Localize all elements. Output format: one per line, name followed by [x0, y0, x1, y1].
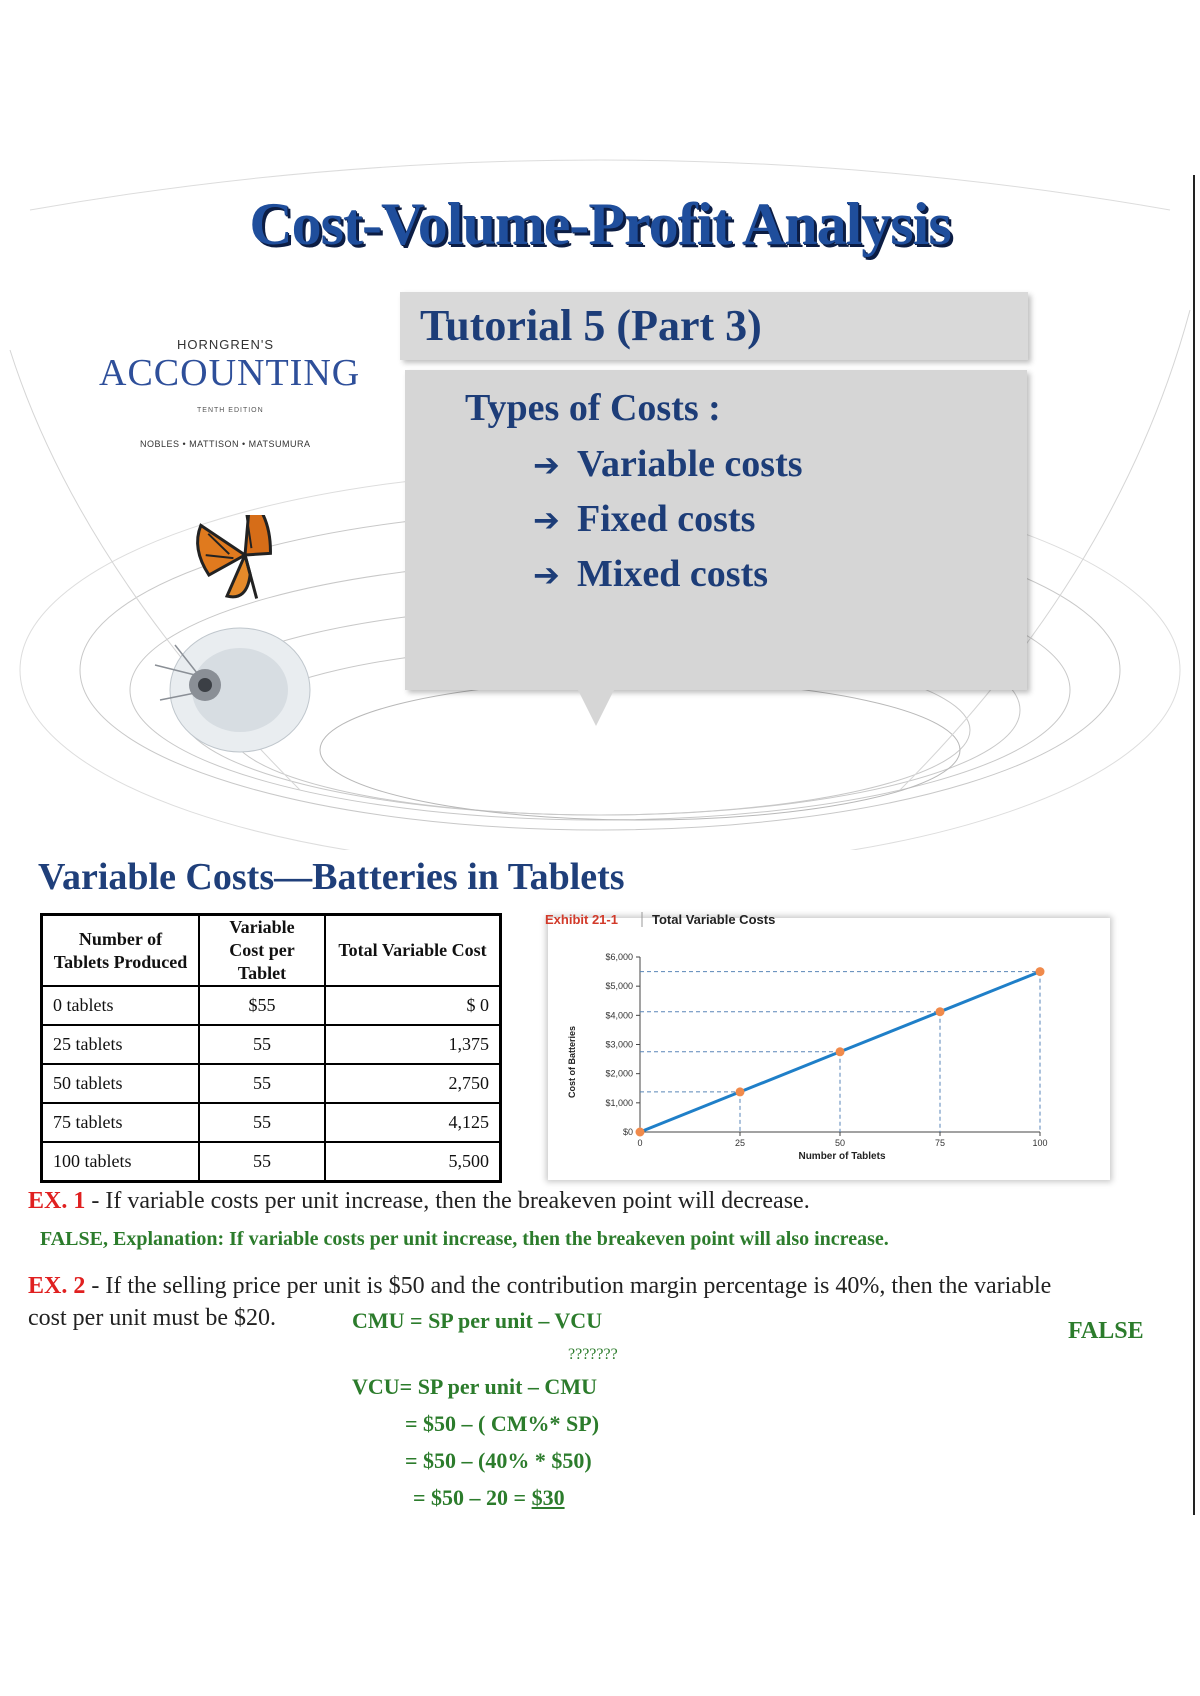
- tutorial-header: [400, 292, 1028, 360]
- cell-unit-cost: $55: [199, 986, 325, 1025]
- exhibit-label: Exhibit 21-1: [545, 912, 618, 927]
- y-tick-label: $0: [622, 1127, 633, 1137]
- page-title: Cost-Volume-Profit Analysis: [249, 191, 951, 257]
- cell-total-cost: $ 0: [325, 986, 501, 1025]
- cell-unit-cost: 55: [199, 1064, 325, 1103]
- cost-types-panel: [405, 370, 1027, 690]
- cell-total-cost: 1,375: [325, 1025, 501, 1064]
- total-variable-costs-chart: [545, 910, 1115, 1172]
- cell-tablets: 0 tablets: [42, 986, 200, 1025]
- table-row: [42, 986, 501, 1025]
- x-tick-label: 25: [734, 1138, 746, 1148]
- cost-type-label: Variable costs: [577, 443, 803, 485]
- y-tick-label: $5,000: [605, 981, 633, 992]
- question-marks: ???????: [568, 1346, 618, 1363]
- cell-tablets: 50 tablets: [42, 1064, 200, 1103]
- col-header-tablets: Number of Tablets Produced: [42, 915, 200, 987]
- cell-total-cost: 4,125: [325, 1103, 501, 1142]
- table-row: [42, 1103, 501, 1142]
- y-axis-label: Cost of Batteries: [567, 1025, 577, 1099]
- table-row: [42, 1064, 501, 1103]
- formula-vcu: VCU= SP per unit – CMU: [352, 1374, 597, 1399]
- right-border-rule: [1193, 175, 1195, 1515]
- data-point: [736, 1087, 745, 1096]
- example-2-answer: FALSE: [1068, 1318, 1144, 1344]
- variable-cost-table: [40, 913, 502, 1183]
- example-1-label: EX. 1: [28, 1188, 86, 1214]
- cell-unit-cost: 55: [199, 1103, 325, 1142]
- example-1-text: - If variable costs per unit increase, then the breakeven point will decrease.: [85, 1188, 810, 1214]
- table-row: [42, 1025, 501, 1064]
- example-1: [28, 1185, 810, 1217]
- example-2: [28, 1270, 1178, 1302]
- cell-unit-cost: 55: [199, 1025, 325, 1064]
- y-tick-label: $3,000: [605, 1039, 633, 1050]
- cell-tablets: 100 tablets: [42, 1142, 200, 1182]
- cell-tablets: 75 tablets: [42, 1103, 200, 1142]
- cell-tablets: 25 tablets: [42, 1025, 200, 1064]
- col-header-total-cost: Total Variable Cost: [325, 915, 501, 987]
- table-header-row: [42, 915, 501, 987]
- section-title: Variable Costs—Batteries in Tablets: [38, 856, 625, 898]
- book-title: ACCOUNTING: [99, 352, 361, 394]
- formula-cmu: CMU = SP per unit – VCU: [352, 1308, 603, 1333]
- cost-type-item: [533, 442, 803, 486]
- x-tick-label: 50: [834, 1138, 846, 1148]
- chart-title: Total Variable Costs: [652, 912, 776, 927]
- y-tick-label: $1,000: [605, 1097, 633, 1108]
- cost-type-item: [533, 497, 755, 541]
- arrow-right-icon: ➔: [533, 501, 560, 539]
- arrow-right-icon: ➔: [533, 556, 560, 594]
- example-1-answer: FALSE, Explanation: If variable costs per unit increase, then the breakeven point will also increase.: [40, 1228, 889, 1250]
- col-header-variable-cost: Variable Cost per Tablet: [199, 915, 325, 987]
- book-authors: NOBLES • MATTISON • MATSUMURA: [140, 439, 311, 449]
- formula-step-1: = $50 – ( CM%* SP): [405, 1411, 600, 1436]
- butterfly-lightbulb-illustration: [135, 515, 335, 775]
- table-row: [42, 1142, 501, 1182]
- data-point: [1036, 967, 1045, 976]
- cell-total-cost: 5,500: [325, 1142, 501, 1182]
- book-edition: TENTH EDITION: [197, 407, 264, 414]
- x-tick-label: 100: [1032, 1138, 1048, 1148]
- cell-unit-cost: 55: [199, 1142, 325, 1182]
- y-tick-label: $6,000: [605, 952, 633, 962]
- x-tick-label: 75: [934, 1138, 946, 1148]
- example-2-text-line1: - If the selling price per unit is $50 and the contribution margin percentage is 40%, then the variable: [85, 1273, 1052, 1299]
- types-of-costs-label: Types of Costs :: [465, 387, 721, 429]
- example-2-label: EX. 2: [28, 1273, 86, 1299]
- example-2-text-line2: cost per unit must be $20.: [28, 1305, 276, 1331]
- x-tick-label: 0: [637, 1138, 643, 1148]
- formula-result: $30: [531, 1485, 565, 1510]
- cost-type-label: Fixed costs: [577, 498, 756, 540]
- data-point: [836, 1047, 845, 1056]
- cost-type-item: [533, 552, 768, 596]
- y-tick-label: $2,000: [605, 1068, 633, 1079]
- arrow-right-icon: ➔: [533, 446, 560, 484]
- book-cover: [85, 335, 385, 785]
- cell-total-cost: 2,750: [325, 1064, 501, 1103]
- formula-step-3-text: = $50 – 20 =: [413, 1485, 532, 1510]
- formula-step-3: [413, 1485, 565, 1511]
- formula-step-2: = $50 – (40% * $50): [405, 1448, 592, 1473]
- book-publisher: HORNGREN'S: [177, 337, 274, 352]
- y-tick-label: $4,000: [605, 1010, 633, 1021]
- x-axis-label: Number of Tablets: [798, 1151, 886, 1162]
- tutorial-heading: Tutorial 5 (Part 3): [420, 301, 762, 350]
- data-point: [636, 1128, 645, 1137]
- callout-pointer: [578, 690, 614, 726]
- data-point: [936, 1007, 945, 1016]
- cost-type-label: Mixed costs: [577, 553, 769, 595]
